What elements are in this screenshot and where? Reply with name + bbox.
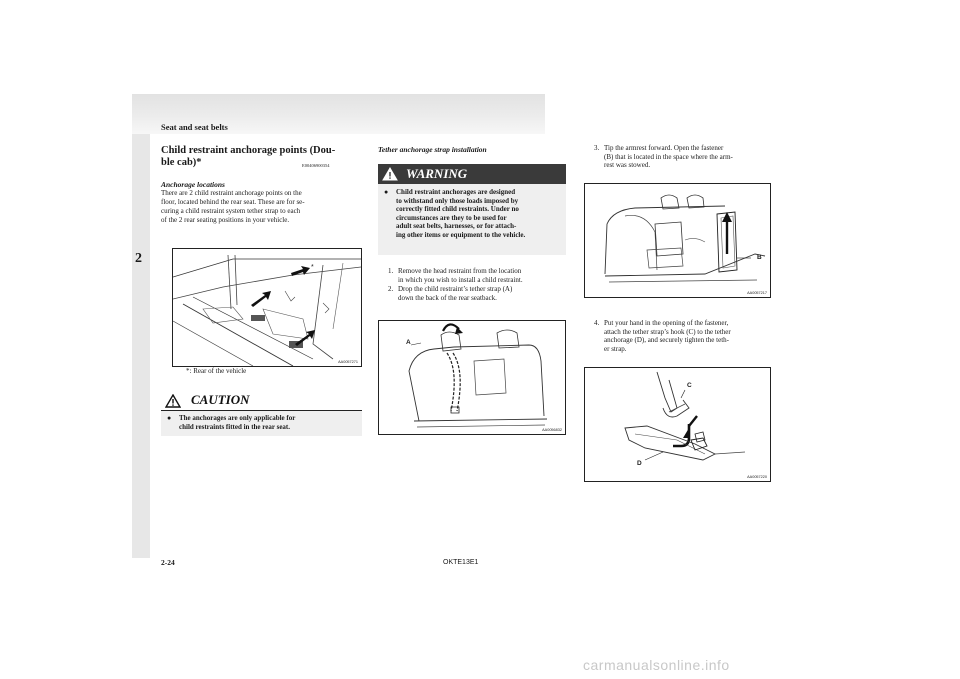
chapter-tab [132,134,150,558]
step-line: Remove the head restraint from the location [398,267,522,275]
step-line: er strap. [604,345,627,354]
bullet-icon: ● [384,188,389,196]
caution-line: child restraints fitted in the rear seat. [179,422,291,431]
figure-code: AA0056832 [542,428,562,432]
step-line: Tip the armrest forward. Open the fastener [604,144,724,152]
step-number: 4. [594,319,600,327]
warning-title: WARNING [406,166,468,181]
step-line: anchorage (D), and securely tighten the teth- [604,336,729,345]
step-line: down the back of the rear seatback. [398,293,497,302]
warning-line: ing other items or equipment to the vehicle. [396,230,526,239]
figure-label-a: A [406,339,411,346]
paragraph-line: There are 2 child restraint anchorage points on the [161,189,302,197]
step-4 [594,319,770,355]
warning-line: correctly fitted child restraints. Under no [396,205,519,214]
subheading-anchorage: Anchorage locations [161,180,225,189]
anchorage-illustration [173,249,361,366]
hook-illustration [585,368,770,481]
step-line: attach the tether strap’s hook (C) to the tether [604,327,731,336]
bullet-icon: ● [167,414,172,422]
warning-item [384,188,562,240]
caution-box [161,391,362,436]
step-line: Drop the child restraint’s tether strap (A) [398,285,513,293]
page-heading [161,145,361,169]
warning-header [378,164,566,184]
armrest-figure [584,183,771,298]
seatback-figure [378,320,566,435]
step-number: 2. [388,285,394,293]
step-number: 1. [388,267,394,275]
figure-label-b: B [757,254,762,261]
warning-line: to withstand only those loads imposed by [396,196,519,205]
warning-line: adult seat belts, harnesses, or for attach- [396,222,517,231]
step-line: (B) that is located in the space where the arm- [604,152,733,161]
paragraph-line: curing a child restraint system tether strap to each [161,207,301,215]
anchorage-figure [172,248,362,367]
step-line: in which you wish to install a child restraint. [398,275,523,284]
figure-code: AA0057217 [747,291,767,295]
hook-figure [584,367,771,482]
watermark[interactable]: carmanualsonline.info [583,657,730,673]
seatback-illustration [379,321,565,434]
paragraph-line: of the 2 rear seating positions in your vehicle. [161,216,290,224]
document-code: OKTE13E1 [443,559,479,566]
figure-code: AA0057220 [747,475,767,479]
caution-line: The anchorages are only applicable for [179,414,296,422]
step-line: rest was stowed. [604,161,651,170]
caution-header [161,391,362,411]
warning-line: Child restraint anchorages are designed [396,188,516,196]
figure-caption: *: Rear of the vehicle [186,367,247,375]
figure-label-c: C [687,382,692,389]
page-number: 2-24 [161,558,175,567]
warning-line: circumstances are they to be used for [396,213,507,222]
caution-item [167,414,356,431]
warning-triangle-icon [382,167,398,181]
step-line: Put your hand in the opening of the fastener, [604,319,729,327]
armrest-illustration [585,184,770,297]
step-3 [594,144,770,171]
intro-paragraph [161,189,361,225]
figure-star-label: * [311,264,314,271]
heading-line-2: ble cab)* [161,157,202,168]
subheading-tether: Tether anchorage strap installation [378,145,487,154]
step-1 [388,267,566,285]
heading-line-1: Child restraint anchorage points (Dou- [161,145,336,156]
reference-code: E00406900354 [302,163,330,168]
chapter-number: 2 [135,251,142,266]
figure-label-d: D [637,460,642,467]
section-title: Seat and seat belts [161,122,228,132]
paragraph-line: floor, located behind the rear seat. These are for se- [161,198,305,206]
caution-triangle-icon [165,394,181,408]
warning-box [378,164,566,255]
figure-code: AA0057271 [338,360,358,364]
step-number: 3. [594,144,600,152]
step-2 [388,285,566,303]
caution-title: CAUTION [191,392,250,407]
